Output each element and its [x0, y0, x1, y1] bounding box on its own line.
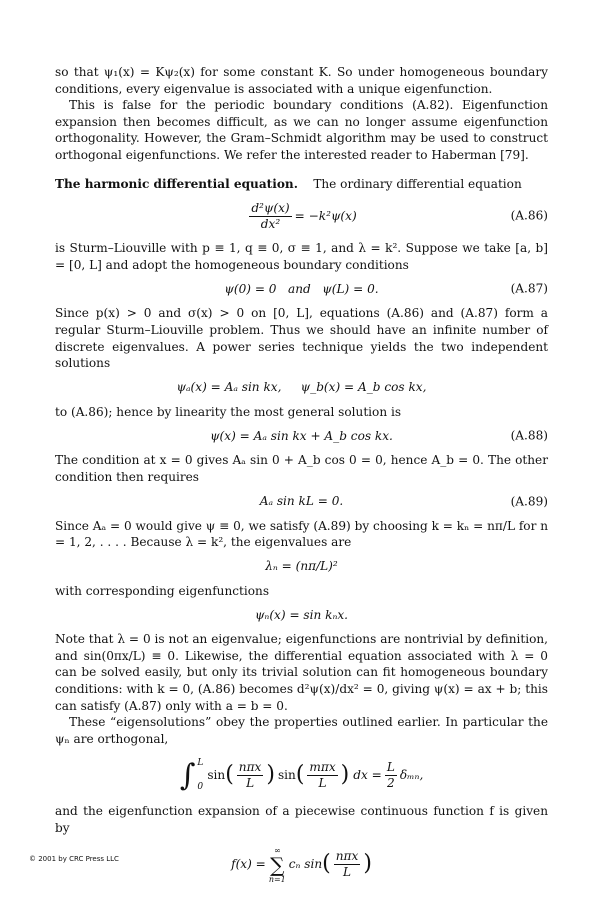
paragraph: Note that λ = 0 is not an eigenvalue; eigenfunctions are nontrivial by definition, and sin(0πx/L) ≡ 0. Likewise, the differential equation associated with λ = 0 can be solved easily, but only its trivial solution can fit homogeneous boundary conditions: with k = 0, (A.86) becomes d²ψ(x)/dx² = 0, giving ψ(x) = ax + b; this can satisfy (A.87) only with a = b = 0. — [55, 632, 548, 713]
paragraph: and the eigenfunction expansion of a piecewise continuous function f is given by — [55, 804, 548, 836]
fraction: $\frac{\text{mπx}}{L}$ — [309, 759, 336, 790]
page-body — [55, 64, 548, 893]
copyright-footer: © 2001 by CRC Press LLC — [29, 855, 119, 863]
paragraph: Since p(x) > 0 and σ(x) > 0 on [0, L], equations (A.86) and (A.87) form a regular Sturm–Liouville problem. Thus we should have an infinite number of discrete eigenvalues. A power series technique yields the two independent solutions — [55, 306, 548, 371]
paragraph: to (A.86); hence by linearity the most general solution is — [55, 404, 402, 419]
equation-orthogonality: ∫ L 0 sin ( $\frac{\text{nπx}}{L}$ ) sin ( $\frac{\text{mπx}}{L}$ ) dx = $\frac{L}{2}$ δₘₙ, — [55, 751, 548, 799]
fraction: $\frac{L}{2}$ — [386, 759, 395, 790]
equation-a87: ψ(0) = 0 and ψ(L) = 0. (A.87) — [224, 282, 548, 297]
paragraph: so that ψ₁(x) = Kψ₂(x) for some constant K. So under homogeneous boundary conditions, every eigenvalue is associated with a unique eigenfunction. — [55, 65, 548, 96]
paragraph: The condition at x = 0 gives Aₐ sin 0 + A_b cos 0 = 0, hence A_b = 0. The other condition then requires — [55, 453, 548, 484]
equation-solutions: ψₐ(x) = Aₐ sin kx, ψ_b(x) = A_b cos kx, — [176, 380, 427, 395]
summation: ∞ ∑ n=1 — [268, 845, 286, 884]
equation-eigenfunctions: ψₙ(x) = sin kₙx. — [254, 607, 349, 622]
integral-limits: L 0 — [197, 758, 204, 792]
equation-number: (A.89) — [510, 494, 548, 509]
section-heading-line — [55, 176, 548, 193]
equation-a88: ψ(x) = Aₐ sin kx + A_b cos kx. (A.88) — [210, 429, 548, 444]
equation-expansion: f(x) = ∞ ∑ n=1 cₙ sin ( $\frac{\text{nπx}}{L}$ ) — [231, 845, 372, 884]
fraction: $\frac{\text{nπx}}{L}$ — [238, 759, 262, 790]
equation-rhs: = −k²ψ(x) — [294, 208, 357, 223]
fraction: $\frac{\text{d²ψ(x)}}{\text{dx²}}$ — [251, 200, 290, 231]
equation-number: (A.86) — [510, 208, 548, 223]
paragraph: is Sturm–Liouville with p ≡ 1, q ≡ 0, σ ≡ 1, and λ = k². Suppose we take [a, b] = [0, L] and adopt the homogeneous boundary conditions — [55, 241, 548, 272]
section-heading: The harmonic differential equation. — [55, 176, 298, 191]
paragraph: These “eigensolutions” obey the properties outlined earlier. In particular the ψₙ are orthogonal, — [55, 715, 548, 746]
fraction: $\frac{\text{nπx}}{L}$ — [335, 849, 359, 880]
heading-tail: The ordinary differential equation — [313, 176, 522, 191]
equation-a89: Aₐ sin kL = 0. (A.89) — [259, 494, 548, 509]
equation-eigenvalues: λₙ = (nπ/L)² — [265, 559, 338, 574]
paragraph: with corresponding eigenfunctions — [55, 583, 270, 598]
paragraph: This is false for the periodic boundary conditions (A.82). Eigenfunction expansion then becomes difficult, as we can no longer assume eigenfunction orthogonality. However, the Gram–Schmidt algorithm may be used to construct orthogonal eigenfunctions. We refer the interested reader to Haberman [79]. — [55, 98, 548, 162]
equation-number: (A.88) — [510, 429, 548, 444]
integral-sign: ∫ — [179, 758, 196, 794]
paragraph: Since Aₐ = 0 would give ψ ≡ 0, we satisfy (A.89) by choosing k = kₙ = nπ/L for n = 1, 2, . . . . Because λ = k², the eigenvalues are — [55, 518, 548, 550]
equation-a86 — [55, 196, 548, 236]
equation-number: (A.87) — [510, 282, 548, 297]
